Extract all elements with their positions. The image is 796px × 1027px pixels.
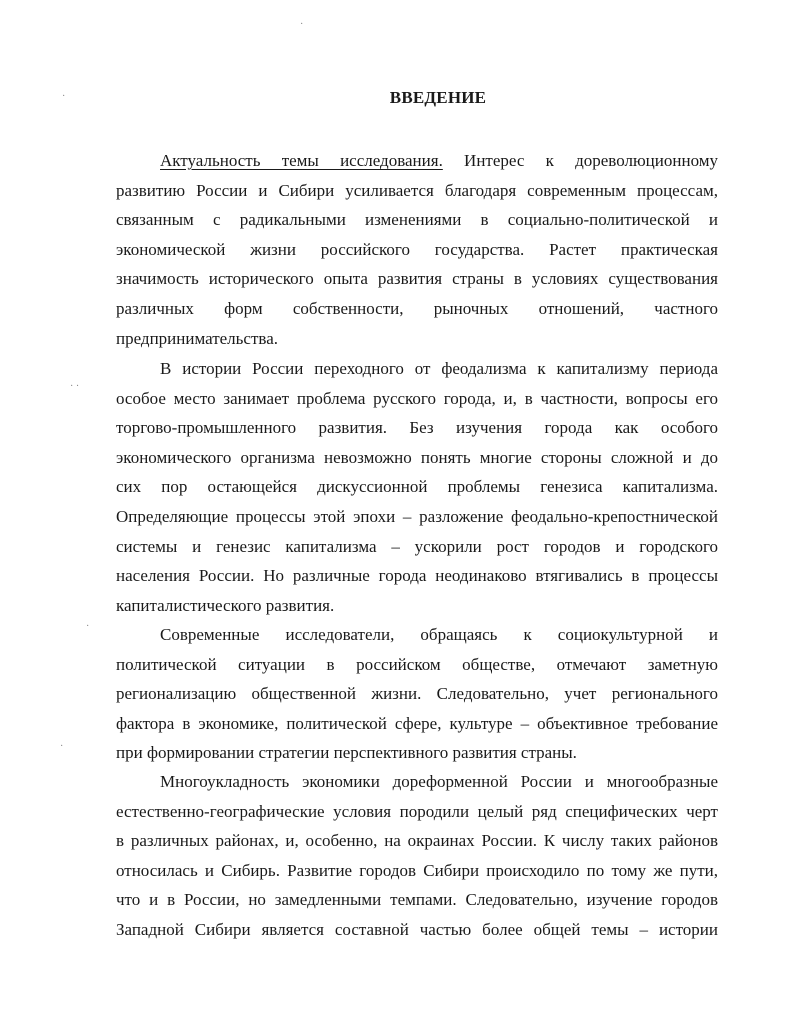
text-line: регионализацию общественной жизни. Следовательно, учет регионального: [116, 684, 718, 704]
page-title: ВВЕДЕНИЕ: [389, 88, 487, 107]
text-line: В истории России переходного от феодализма к капитализму периода: [160, 359, 718, 378]
scan-speck: ·: [60, 741, 64, 752]
text-line: относилась и Сибирь. Развитие городов Сибири происходило по тому же пути,: [116, 860, 718, 880]
text-line: Западной Сибири является составной частью более общей темы – истории: [116, 919, 718, 939]
scan-speck: · ·: [70, 381, 80, 392]
paragraph: [116, 146, 718, 353]
text-line: Определяющие процессы этой эпохи – разложение феодально-крепостнической: [116, 506, 718, 526]
text-line: естественно-географические условия породили целый ряд специфических черт: [116, 801, 718, 821]
scan-speck: ·: [62, 91, 66, 102]
text-line: значимость исторического опыта развития страны в условиях существования: [116, 269, 718, 289]
text-line: связанным с радикальными изменениями в социально-политической и: [116, 210, 718, 230]
text-line: в различных районах, и, особенно, на окраинах России. К числу таких районов: [116, 831, 718, 851]
text-line: Многоукладность экономики дореформенной России и многообразные: [160, 772, 718, 791]
topic-relevance-label: Актуальность темы исследования.: [160, 151, 443, 170]
paragraph: [116, 767, 718, 945]
text-line: экономического организма невозможно понять многие стороны сложной и до: [116, 447, 718, 467]
text-line: экономической жизни российского государства. Растет практическая: [116, 239, 718, 259]
text-line: капиталистического развития.: [116, 595, 335, 615]
text-line-rest: Интерес к дореволюционному: [442, 151, 718, 170]
text-line: торгово-промышленного развития. Без изучения города как особого: [116, 418, 718, 438]
text-line: особое место занимает проблема русского города, и, в частности, вопросы его: [116, 388, 718, 408]
text-line: [116, 146, 718, 176]
text-line: фактора в экономике, политической сфере, культуре – объективное требование: [116, 713, 718, 733]
scan-speck: ·: [300, 19, 304, 30]
paragraph: [116, 620, 718, 768]
text-line: Современные исследователи, обращаясь к социокультурной и: [160, 625, 718, 644]
text-line: политической ситуации в российском обществе, отмечают заметную: [116, 654, 718, 674]
text-line: сих пор остающейся дискуссионной проблемы генезиса капитализма.: [116, 477, 718, 497]
text-line: различных форм собственности, рыночных отношений, частного: [116, 298, 718, 318]
text-line: населения России. Но различные города неодинаково втягивались в процессы: [116, 566, 718, 586]
text-line: при формировании стратегии перспективного развития страны.: [116, 743, 577, 763]
scan-speck: ·: [86, 621, 90, 632]
text-line: системы и генезис капитализма – ускорили рост городов и городского: [116, 536, 718, 556]
text-line: развитию России и Сибири усиливается благодаря современным процессам,: [116, 180, 718, 200]
text-line: что и в России, но замедленными темпами. Следовательно, изучение городов: [116, 890, 718, 910]
paragraph: [116, 354, 718, 620]
text-line: предпринимательства.: [116, 328, 278, 348]
